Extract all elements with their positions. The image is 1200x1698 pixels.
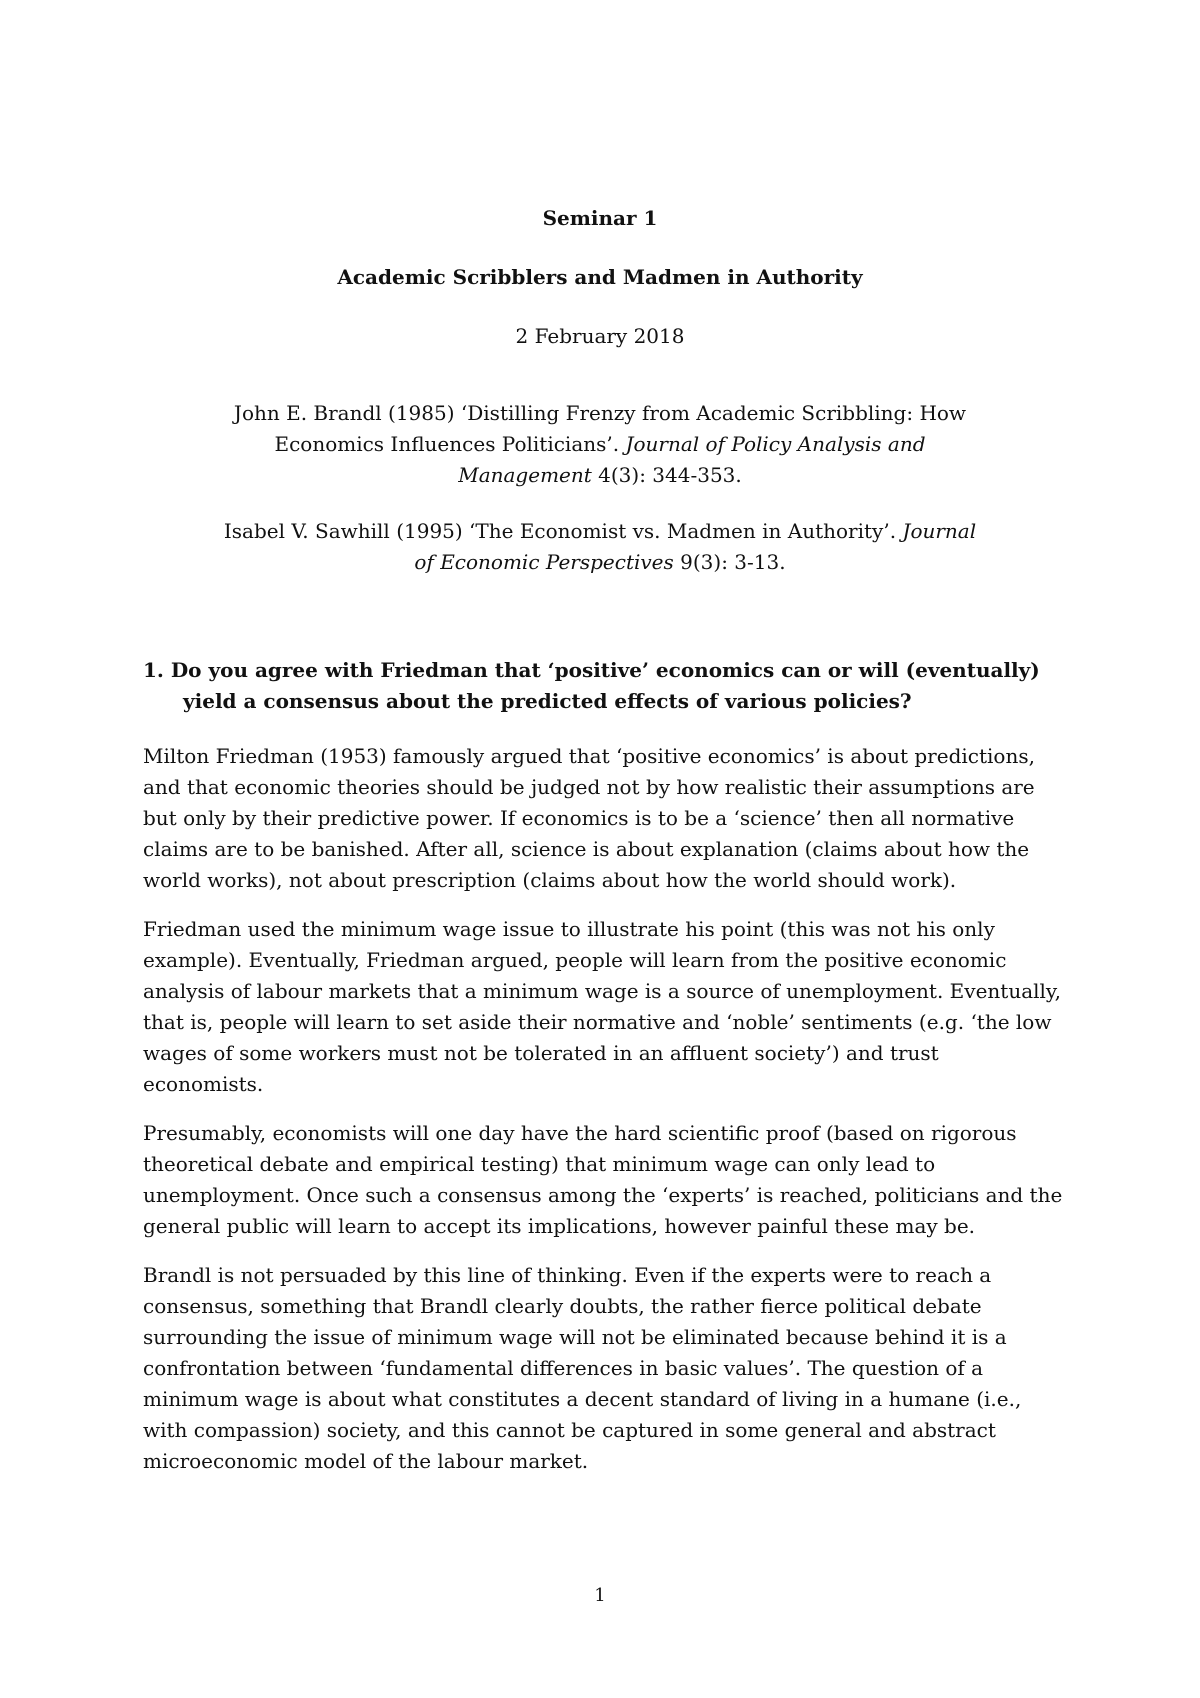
body-text: [143, 741, 1063, 1495]
paragraph: Milton Friedman (1953) famously argued that ‘positive economics’ is about predictions, and that economic theories should be judged not by how realistic their assumptions are but only by their predictive power. If economics is to be a ‘science’ then all normative claims are to be banished. After all, science is about explanation (claims about how the world works), not about prescription (claims about how the world should work).: [143, 744, 1035, 892]
reference-citation: 4(3): 344-353.: [591, 463, 742, 487]
reference-text: John E. Brandl (1985) ‘Distilling Frenzy from Academic Scribbling: How Economics Influences Politicians’.: [233, 401, 967, 456]
reference-brandl: [220, 398, 980, 491]
seminar-title: Seminar 1: [542, 206, 658, 230]
seminar-date: 2 February 2018: [515, 324, 685, 348]
reference-sawhill: [220, 516, 980, 578]
paragraph: Brandl is not persuaded by this line of thinking. Even if the experts were to reach a consensus, something that Brandl clearly doubts, the rather fierce political debate surrounding the issue of minimum wage will not be eliminated because behind it is a confrontation between ‘fundamental differences in basic values’. The question of a minimum wage is about what constitutes a decent standard of living in a humane (i.e., with compassion) society, and this cannot be captured in some general and abstract microeconomic model of the labour market.: [143, 1263, 1022, 1473]
paragraph: Presumably, economists will one day have the hard scientific proof (based on rigorous theoretical debate and empirical testing) that minimum wage can only lead to unemployment. Once such a consensus among the ‘experts’ is reached, politicians and the general public will learn to accept its implications, however painful these may be.: [143, 1121, 1063, 1238]
paragraph: Friedman used the minimum wage issue to illustrate his point (this was not his only example). Eventually, Friedman argued, people will learn from the positive economic analysis of labour markets that a minimum wage is a source of unemployment. Eventually, that is, people will learn to set aside their normative and ‘noble’ sentiments (e.g. ‘the low wages of some workers must not be tolerated in an affluent society’) and trust economists.: [143, 917, 1061, 1096]
question-heading: 1. Do you agree with Friedman that ‘positive’ economics can or will (eventually) yield a consensus about the predicted effects of various policies?: [143, 658, 1040, 713]
reference-text: Isabel V. Sawhill (1995) ‘The Economist vs. Madmen in Authority’.: [223, 519, 903, 543]
reference-journal: Journal of Economic Perspectives: [414, 519, 977, 574]
reference-journal: Journal of Policy Analysis and Management: [458, 432, 926, 487]
page-number: 1: [594, 1585, 606, 1606]
seminar-subtitle: Academic Scribblers and Madmen in Authority: [337, 265, 863, 289]
reference-citation: 9(3): 3-13.: [673, 550, 786, 574]
